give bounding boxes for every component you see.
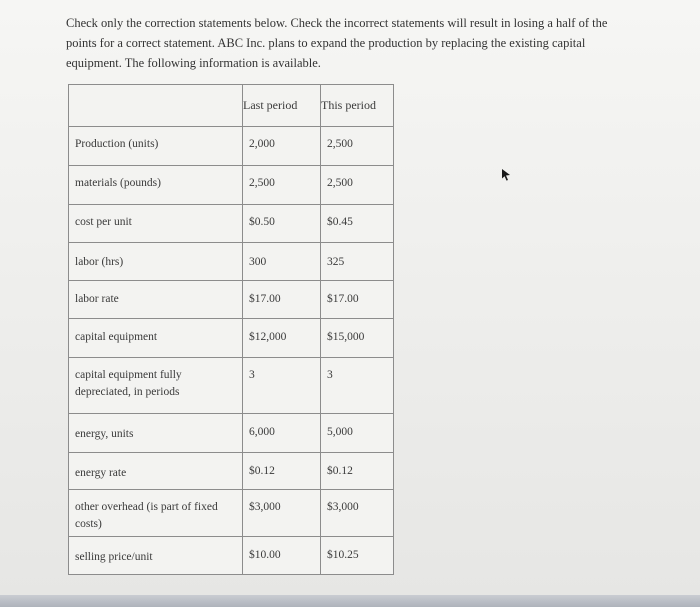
table-row (69, 453, 394, 490)
table-row (69, 281, 394, 319)
row-this-value: 3 (327, 369, 333, 381)
row-last-value: $0.12 (249, 465, 275, 477)
table-row (69, 490, 394, 537)
table-header-row (69, 85, 394, 127)
mouse-pointer-icon (501, 168, 511, 182)
row-last-value: 2,500 (249, 177, 275, 189)
table-row (69, 319, 394, 358)
row-last-value: 6,000 (249, 426, 275, 438)
row-this-value: 2,500 (327, 138, 353, 150)
table-row (69, 205, 394, 243)
table-row (69, 166, 394, 205)
row-this-value: $0.12 (327, 465, 353, 477)
bottom-edge (0, 595, 700, 607)
row-last-value: 2,000 (249, 138, 275, 150)
row-this-value: 5,000 (327, 426, 353, 438)
table-row (69, 537, 394, 575)
row-this-value: 325 (327, 256, 345, 268)
row-label: capital equipment fully depreciated, in periods (75, 369, 182, 398)
question-line-2: points for a correct statement. ABC Inc. plans to expand the production by replacing the existing capital (66, 36, 586, 50)
table-row (69, 127, 394, 166)
row-last-value: $12,000 (249, 331, 287, 343)
header-empty (69, 85, 243, 127)
table-row (69, 414, 394, 453)
row-label: Production (units) (75, 138, 159, 150)
row-label: energy rate (75, 467, 127, 479)
row-label: capital equipment (75, 331, 158, 343)
row-last-value: $17.00 (249, 293, 281, 305)
row-last-value: $10.00 (249, 549, 281, 561)
table-row (69, 358, 394, 414)
row-label: materials (pounds) (75, 177, 161, 189)
header-this-period: This period (321, 85, 394, 127)
question-line-3: equipment. The following information is available. (66, 56, 321, 70)
row-this-value: $0.45 (327, 216, 353, 228)
row-label: selling price/unit (75, 551, 153, 563)
row-label: other overhead (is part of fixed costs) (75, 501, 218, 530)
row-this-value: $15,000 (327, 331, 365, 343)
row-last-value: $3,000 (249, 501, 281, 513)
row-this-value: 2,500 (327, 177, 353, 189)
question-text (66, 13, 666, 73)
information-table (68, 84, 394, 575)
header-last-period: Last period (243, 85, 321, 127)
row-last-value: $0.50 (249, 216, 275, 228)
row-label: labor (hrs) (75, 256, 124, 268)
row-last-value: 3 (249, 369, 255, 381)
row-label: labor rate (75, 293, 119, 305)
row-label: cost per unit (75, 216, 132, 228)
row-last-value: 300 (249, 256, 267, 268)
question-line-1: Check only the correction statements below. Check the incorrect statements will result in losing a half of the (66, 16, 608, 30)
table-row (69, 243, 394, 281)
row-this-value: $3,000 (327, 501, 359, 513)
row-label: energy, units (75, 428, 134, 440)
row-this-value: $10.25 (327, 549, 359, 561)
row-this-value: $17.00 (327, 293, 359, 305)
